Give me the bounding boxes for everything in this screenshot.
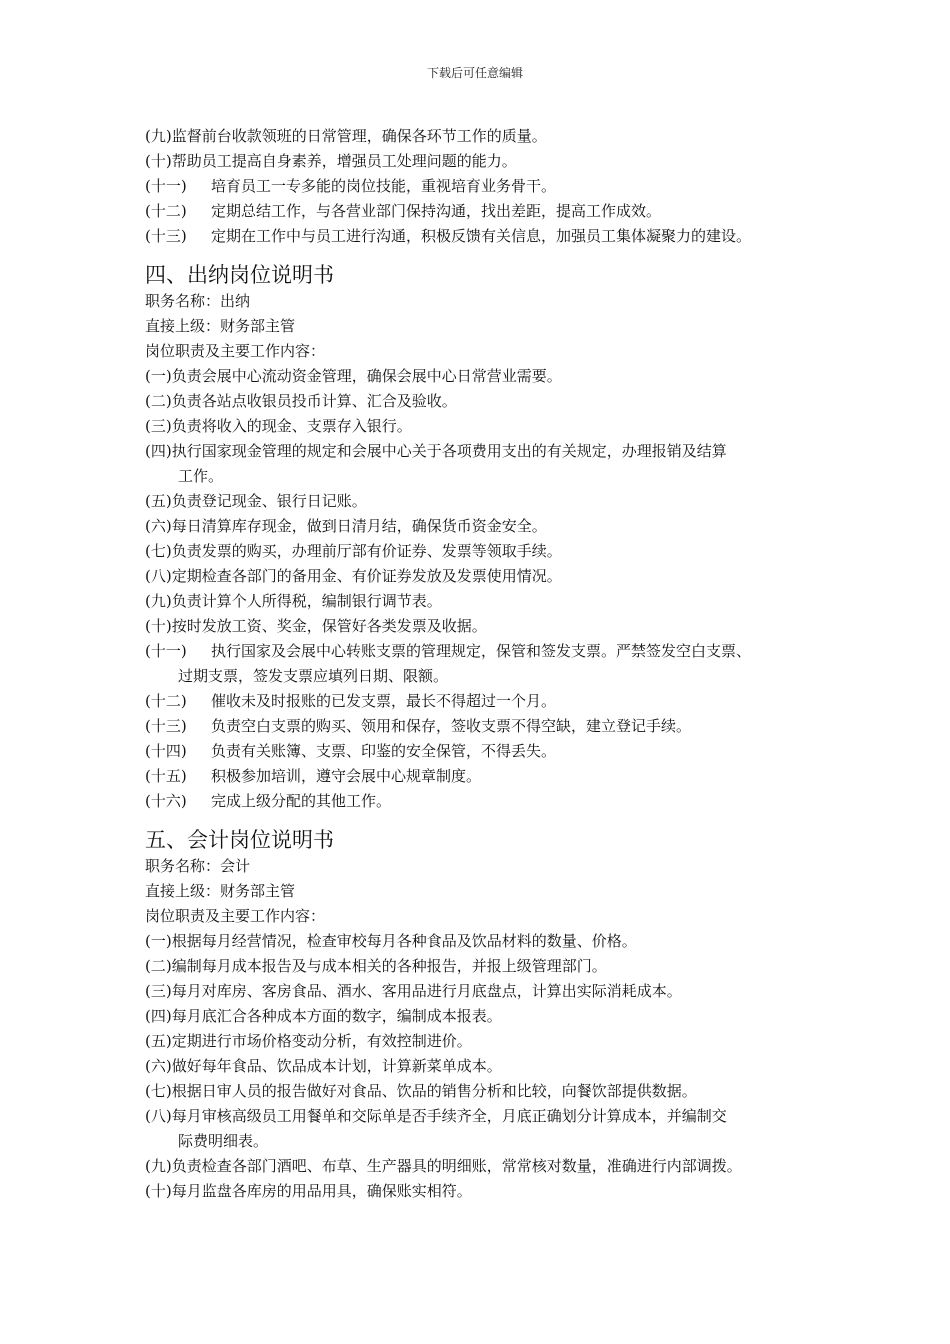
- item-number: (二): [145, 392, 172, 410]
- item-text: 催收未及时报账的已发支票，最长不得超过一个月。: [211, 692, 557, 710]
- item-number: (十一): [145, 642, 187, 660]
- item-number: (十二): [145, 692, 187, 710]
- list-item: [145, 439, 825, 464]
- item-number: (三): [145, 417, 172, 435]
- item-number: (一): [145, 367, 172, 385]
- item-text: 定期检查各部门的备用金、有价证券发放及发票使用情况。: [171, 567, 562, 585]
- item-text: 编制每月成本报告及与成本相关的各种报告，并报上级管理部门。: [171, 957, 607, 975]
- item-text: 监督前台收款领班的日常管理，确保各环节工作的质量。: [171, 127, 547, 145]
- item-text: 定期进行市场价格变动分析，有效控制进价。: [171, 1032, 472, 1050]
- item-text: 根据日审人员的报告做好对食品、饮品的销售分析和比较，向餐饮部提供数据。: [171, 1082, 697, 1100]
- item-number: (四): [145, 1007, 172, 1025]
- item-number: (十三): [145, 717, 187, 735]
- item-text-continuation: 过期支票，签发支票应填列日期、限额。: [178, 667, 449, 685]
- item-text: 每月底汇合各种成本方面的数字，编制成本报表。: [171, 1007, 502, 1025]
- item-text: 积极参加培训，遵守会展中心规章制度。: [211, 767, 482, 785]
- section-5-list: [145, 929, 825, 1204]
- section-4-duties-label: 岗位职责及主要工作内容：: [145, 342, 326, 360]
- item-number: (十): [145, 617, 172, 635]
- list-item: [145, 1029, 825, 1054]
- list-item: [145, 1179, 825, 1204]
- item-number: (十六): [145, 792, 187, 810]
- item-number: (一): [145, 932, 172, 950]
- section-5-job-name: 职务名称：会计: [145, 857, 251, 875]
- list-item: [145, 714, 825, 739]
- section-3-list: [145, 124, 825, 249]
- section-4-superior: 直接上级：财务部主管: [145, 317, 296, 335]
- item-number: (三): [145, 982, 172, 1000]
- item-text: 完成上级分配的其他工作。: [211, 792, 392, 810]
- section-4-list: [145, 364, 825, 814]
- item-text: 做好每年食品、饮品成本计划，计算新菜单成本。: [171, 1057, 502, 1075]
- list-item: [145, 124, 825, 149]
- item-text: 负责会展中心流动资金管理，确保会展中心日常营业需要。: [171, 367, 562, 385]
- list-item: [145, 614, 825, 639]
- list-item: [145, 364, 825, 389]
- list-item: [145, 764, 825, 789]
- list-item: [145, 564, 825, 589]
- item-number: (十五): [145, 767, 187, 785]
- list-item: [145, 739, 825, 764]
- item-text: 执行国家现金管理的规定和会展中心关于各项费用支出的有关规定，办理报销及结算: [171, 442, 727, 460]
- item-number: (五): [145, 1032, 172, 1050]
- item-text: 负责有关账簿、支票、印鉴的安全保管，不得丢失。: [211, 742, 557, 760]
- item-text: 执行国家及会展中心转账支票的管理规定，保管和签发支票。严禁签发空白支票、: [211, 642, 752, 660]
- list-item: [145, 954, 825, 979]
- list-item: [145, 1104, 825, 1129]
- list-item: [145, 174, 825, 199]
- list-item: [145, 979, 825, 1004]
- list-item: [145, 489, 825, 514]
- section-4-title: 四、出纳岗位说明书: [145, 263, 334, 287]
- item-number: (九): [145, 592, 172, 610]
- item-text: 每月对库房、客房食品、酒水、客用品进行月底盘点，计算出实际消耗成本。: [171, 982, 682, 1000]
- list-item: [145, 1079, 825, 1104]
- item-text: 根据每月经营情况，检查审校每月各种食品及饮品材料的数量、价格。: [171, 932, 637, 950]
- item-number: (八): [145, 1107, 172, 1125]
- section-5-duties-label: 岗位职责及主要工作内容：: [145, 907, 326, 925]
- item-number: (九): [145, 1157, 172, 1175]
- page-header: 下载后可任意编辑: [426, 66, 523, 80]
- item-text: 负责登记现金、银行日记账。: [171, 492, 367, 510]
- item-text: 负责检查各部门酒吧、布草、生产器具的明细账，常常核对数量，准确进行内部调拨。: [171, 1157, 742, 1175]
- item-number: (六): [145, 517, 172, 535]
- list-item: [145, 1004, 825, 1029]
- item-number: (十二): [145, 202, 187, 220]
- item-number: (五): [145, 492, 172, 510]
- document-body: [145, 124, 825, 1204]
- item-number: (八): [145, 567, 172, 585]
- section-4-job-name: 职务名称：出纳: [145, 292, 251, 310]
- item-text: 定期在工作中与员工进行沟通，积极反馈有关信息，加强员工集体凝聚力的建设。: [211, 227, 752, 245]
- list-item: [145, 689, 825, 714]
- item-text: 每月监盘各库房的用品用具，确保账实相符。: [171, 1182, 472, 1200]
- item-text: 负责发票的购买，办理前厅部有价证券、发票等领取手续。: [171, 542, 562, 560]
- item-number: (十): [145, 152, 172, 170]
- item-text-continuation: 工作。: [178, 467, 224, 485]
- item-text-continuation: 际费明细表。: [178, 1132, 269, 1150]
- section-5-superior: 直接上级：财务部主管: [145, 882, 296, 900]
- list-item: [145, 639, 825, 664]
- list-item: [145, 199, 825, 224]
- section-5-title: 五、会计岗位说明书: [145, 828, 334, 852]
- item-text: 负责将收入的现金、支票存入银行。: [171, 417, 412, 435]
- item-number: (七): [145, 542, 172, 560]
- item-number: (十四): [145, 742, 187, 760]
- item-text: 每月审核高级员工用餐单和交际单是否手续齐全，月底正确划分计算成本，并编制交: [171, 1107, 727, 1125]
- list-item: [145, 539, 825, 564]
- item-number: (十一): [145, 177, 187, 195]
- item-text: 负责计算个人所得税，编制银行调节表。: [171, 592, 442, 610]
- item-text: 帮助员工提高自身素养，增强员工处理问题的能力。: [171, 152, 517, 170]
- item-number: (四): [145, 442, 172, 460]
- item-number: (六): [145, 1057, 172, 1075]
- item-number: (七): [145, 1082, 172, 1100]
- list-item: [145, 1154, 825, 1179]
- item-text: 培育员工一专多能的岗位技能，重视培育业务骨干。: [211, 177, 557, 195]
- list-item: [145, 514, 825, 539]
- item-text: 定期总结工作，与各营业部门保持沟通，找出差距，提高工作成效。: [211, 202, 662, 220]
- list-item: [145, 929, 825, 954]
- item-number: (九): [145, 127, 172, 145]
- list-item: [145, 589, 825, 614]
- item-text: 负责各站点收银员投币计算、汇合及验收。: [171, 392, 457, 410]
- item-number: (二): [145, 957, 172, 975]
- item-text: 负责空白支票的购买、领用和保存，签收支票不得空缺，建立登记手续。: [211, 717, 692, 735]
- item-text: 按时发放工资、奖金，保管好各类发票及收据。: [171, 617, 487, 635]
- list-item: [145, 149, 825, 174]
- list-item: [145, 789, 825, 814]
- list-item: [145, 414, 825, 439]
- list-item: [145, 224, 825, 249]
- item-number: (十): [145, 1182, 172, 1200]
- item-number: (十三): [145, 227, 187, 245]
- item-text: 每日清算库存现金，做到日清月结，确保货币资金安全。: [171, 517, 547, 535]
- list-item: [145, 389, 825, 414]
- list-item: [145, 1054, 825, 1079]
